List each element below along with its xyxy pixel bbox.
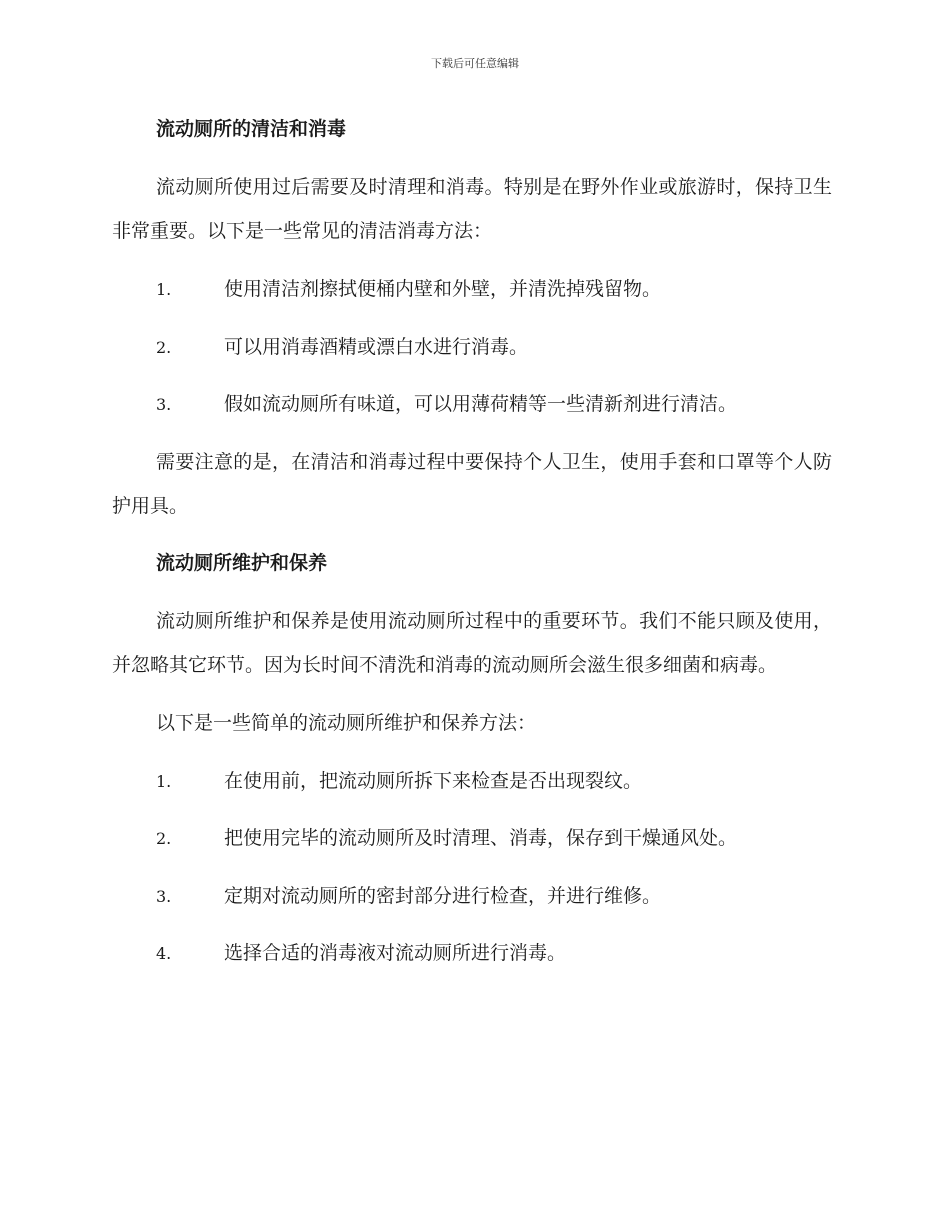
list-item-number: 1.	[156, 771, 172, 791]
section-heading-maintenance: 流动厕所维护和保养	[156, 551, 328, 574]
list-item-text: 假如流动厕所有味道，可以用薄荷精等一些清新剂进行清洁。	[224, 393, 738, 415]
cleaning-method-list	[112, 267, 832, 426]
list-item-number: 3.	[156, 886, 172, 906]
list-item	[112, 267, 832, 311]
list-item-text: 定期对流动厕所的密封部分进行检查，并进行维修。	[224, 884, 662, 907]
list-item-text: 选择合适的消毒液对流动厕所进行消毒。	[224, 942, 567, 964]
document-body	[112, 108, 832, 989]
list-item-number: 1.	[156, 280, 172, 299]
list-item-number: 2.	[156, 829, 172, 848]
list-item-text: 把使用完毕的流动厕所及时清理、消毒，保存到干燥通风处。	[224, 827, 738, 849]
header-note: 下载后可任意编辑	[431, 57, 519, 70]
list-item	[112, 874, 832, 918]
list-item-number: 3.	[156, 395, 172, 414]
cleaning-note-paragraph: 需要注意的是，在清洁和消毒过程中要保持个人卫生，使用手套和口罩等个人防护用具。	[112, 450, 832, 517]
list-item	[112, 816, 832, 860]
maintenance-intro-paragraph: 流动厕所维护和保养是使用流动厕所过程中的重要环节。我们不能只顾及使用，并忽略其它环节。因为长时间不清洗和消毒的流动厕所会滋生很多细菌和病毒。	[112, 609, 832, 676]
list-item	[112, 325, 832, 369]
list-item-number: 4.	[156, 944, 172, 963]
list-item	[112, 931, 832, 975]
list-item-number: 2.	[156, 337, 172, 357]
maintenance-method-list	[112, 759, 832, 976]
list-item-text: 可以用消毒酒精或漂白水进行消毒。	[224, 335, 529, 358]
list-item-text: 使用清洁剂擦拭便桶内壁和外壁，并清洗掉残留物。	[224, 278, 662, 300]
list-item	[112, 759, 832, 803]
list-item	[112, 382, 832, 426]
maintenance-lead-paragraph: 以下是一些简单的流动厕所维护和保养方法：	[156, 711, 537, 734]
cleaning-intro-paragraph: 流动厕所使用过后需要及时清理和消毒。特别是在野外作业或旅游时，保持卫生非常重要。以下是一些常见的清洁消毒方法：	[112, 176, 832, 242]
section-heading-cleaning: 流动厕所的清洁和消毒	[156, 118, 347, 140]
list-item-text: 在使用前，把流动厕所拆下来检查是否出现裂纹。	[224, 769, 643, 792]
